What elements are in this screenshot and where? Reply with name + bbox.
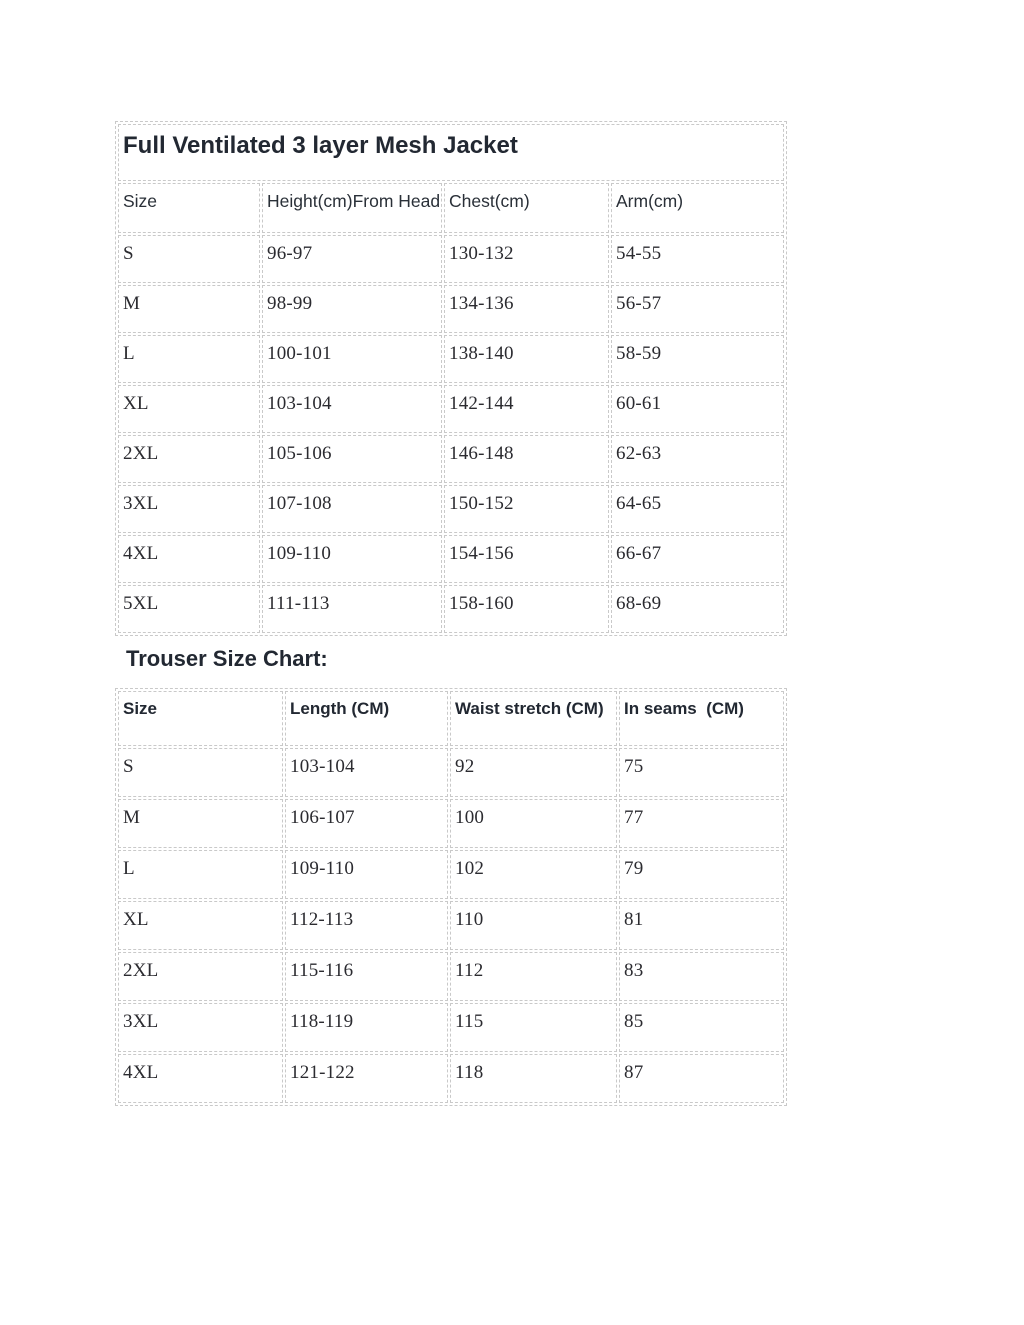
value-cell: 92 bbox=[450, 748, 617, 797]
value-cell: 85 bbox=[619, 1003, 784, 1052]
value-cell: 154-156 bbox=[444, 535, 609, 583]
value-cell: 66-67 bbox=[611, 535, 784, 583]
table-row bbox=[118, 1054, 784, 1103]
table-row bbox=[118, 535, 784, 583]
value-cell: 79 bbox=[619, 850, 784, 899]
value-cell: 118-119 bbox=[285, 1003, 448, 1052]
value-cell: 130-132 bbox=[444, 235, 609, 283]
value-cell: 56-57 bbox=[611, 285, 784, 333]
size-cell: XL bbox=[118, 385, 260, 433]
value-cell: 121-122 bbox=[285, 1054, 448, 1103]
size-cell: L bbox=[118, 335, 260, 383]
table-row bbox=[118, 285, 784, 333]
table-row bbox=[118, 850, 784, 899]
size-cell: 2XL bbox=[118, 952, 283, 1001]
size-cell: 5XL bbox=[118, 585, 260, 633]
size-cell: 3XL bbox=[118, 1003, 283, 1052]
value-cell: 111-113 bbox=[262, 585, 442, 633]
table-row bbox=[118, 799, 784, 848]
value-cell: 112-113 bbox=[285, 901, 448, 950]
size-cell: L bbox=[118, 850, 283, 899]
table-row bbox=[118, 485, 784, 533]
header-row bbox=[118, 691, 784, 746]
jacket-size-table bbox=[115, 121, 787, 636]
value-cell: 87 bbox=[619, 1054, 784, 1103]
value-cell: 98-99 bbox=[262, 285, 442, 333]
table-row bbox=[118, 901, 784, 950]
jacket-table-title: Full Ventilated 3 layer Mesh Jacket bbox=[118, 124, 784, 181]
value-cell: 102 bbox=[450, 850, 617, 899]
value-cell: 107-108 bbox=[262, 485, 442, 533]
column-header-2: Chest(cm) bbox=[444, 183, 609, 233]
column-header-3: Arm(cm) bbox=[611, 183, 784, 233]
value-cell: 115 bbox=[450, 1003, 617, 1052]
value-cell: 77 bbox=[619, 799, 784, 848]
size-cell: 2XL bbox=[118, 435, 260, 483]
table-row bbox=[118, 748, 784, 797]
size-cell: 4XL bbox=[118, 1054, 283, 1103]
value-cell: 58-59 bbox=[611, 335, 784, 383]
value-cell: 54-55 bbox=[611, 235, 784, 283]
value-cell: 115-116 bbox=[285, 952, 448, 1001]
value-cell: 112 bbox=[450, 952, 617, 1001]
value-cell: 64-65 bbox=[611, 485, 784, 533]
size-cell: S bbox=[118, 235, 260, 283]
table-row bbox=[118, 235, 784, 283]
table-row bbox=[118, 585, 784, 633]
value-cell: 142-144 bbox=[444, 385, 609, 433]
column-header-1: Height(cm)From Head bbox=[262, 183, 442, 233]
value-cell: 105-106 bbox=[262, 435, 442, 483]
value-cell: 138-140 bbox=[444, 335, 609, 383]
column-header-2: Waist stretch (CM) bbox=[450, 691, 617, 746]
value-cell: 83 bbox=[619, 952, 784, 1001]
value-cell: 150-152 bbox=[444, 485, 609, 533]
value-cell: 110 bbox=[450, 901, 617, 950]
trouser-chart-heading: Trouser Size Chart: bbox=[126, 646, 328, 671]
size-cell: XL bbox=[118, 901, 283, 950]
value-cell: 103-104 bbox=[262, 385, 442, 433]
column-header-0: Size bbox=[118, 183, 260, 233]
column-header-3: In seams (CM) bbox=[619, 691, 784, 746]
size-cell: 4XL bbox=[118, 535, 260, 583]
value-cell: 134-136 bbox=[444, 285, 609, 333]
table-row bbox=[118, 952, 784, 1001]
value-cell: 106-107 bbox=[285, 799, 448, 848]
column-header-1: Length (CM) bbox=[285, 691, 448, 746]
value-cell: 100 bbox=[450, 799, 617, 848]
table-row bbox=[118, 335, 784, 383]
value-cell: 109-110 bbox=[285, 850, 448, 899]
value-cell: 158-160 bbox=[444, 585, 609, 633]
value-cell: 100-101 bbox=[262, 335, 442, 383]
trouser-size-table bbox=[115, 688, 787, 1106]
size-cell: S bbox=[118, 748, 283, 797]
table-row bbox=[118, 385, 784, 433]
size-cell: 3XL bbox=[118, 485, 260, 533]
table-title-row bbox=[118, 124, 784, 181]
value-cell: 109-110 bbox=[262, 535, 442, 583]
size-chart-page bbox=[115, 121, 791, 1106]
value-cell: 75 bbox=[619, 748, 784, 797]
value-cell: 96-97 bbox=[262, 235, 442, 283]
value-cell: 60-61 bbox=[611, 385, 784, 433]
table-row bbox=[118, 1003, 784, 1052]
value-cell: 103-104 bbox=[285, 748, 448, 797]
value-cell: 68-69 bbox=[611, 585, 784, 633]
header-row bbox=[118, 183, 784, 233]
size-cell: M bbox=[118, 285, 260, 333]
column-header-0: Size bbox=[118, 691, 283, 746]
value-cell: 62-63 bbox=[611, 435, 784, 483]
size-cell: M bbox=[118, 799, 283, 848]
value-cell: 146-148 bbox=[444, 435, 609, 483]
table-row bbox=[118, 435, 784, 483]
value-cell: 81 bbox=[619, 901, 784, 950]
value-cell: 118 bbox=[450, 1054, 617, 1103]
